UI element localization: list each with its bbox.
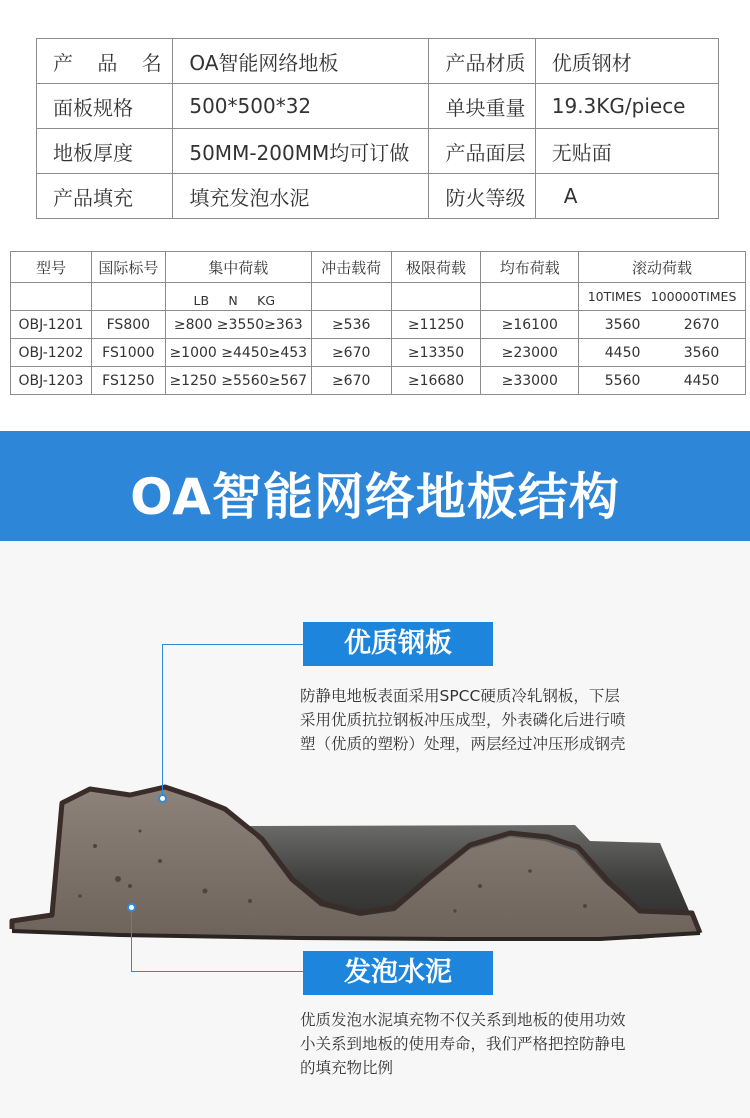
ultimate-cell: ≥11250 (391, 311, 481, 339)
steel-connector-horizontal (162, 644, 304, 645)
empty-cell (11, 283, 92, 311)
ultimate-cell: ≥13350 (391, 339, 481, 367)
ultimate-cell: ≥16680 (391, 367, 481, 395)
standard-cell: FS800 (91, 311, 165, 339)
steel-marker-dot (158, 794, 167, 803)
spec-value: 填充发泡水泥 (173, 174, 429, 219)
column-header: 极限荷载 (391, 252, 481, 283)
column-header: 型号 (11, 252, 92, 283)
table-row (11, 339, 746, 367)
unit-cell (579, 283, 746, 311)
spec-key: 面板规格 (37, 84, 173, 129)
cement-connector-vertical (131, 908, 132, 972)
model-cell: OBJ-1202 (11, 339, 92, 367)
description-line: 优质发泡水泥填充物不仅关系到地板的使用功效 (300, 1011, 626, 1029)
spec-row (37, 174, 719, 219)
unit-label: 100000TIMES (650, 289, 737, 304)
spec-key: 产品材质 (429, 39, 535, 84)
column-header: 冲击载荷 (311, 252, 391, 283)
concentrated-cell: ≥1250 ≥5560≥567 (165, 367, 311, 395)
description-line: 小关系到地板的使用寿命，我们严格把控防静电 (300, 1035, 626, 1053)
description-line: 塑（优质的塑粉）处理，两层经过冲压形成钢壳 (300, 735, 626, 753)
standard-cell: FS1000 (91, 339, 165, 367)
column-header: 集中荷载 (165, 252, 311, 283)
description-line: 防静电地板表面采用SPCC硬质冷轧钢板，下层 (300, 687, 620, 705)
structure-section (0, 541, 750, 1118)
rolling-value: 3560 (683, 344, 720, 361)
cement-connector-horizontal (131, 971, 304, 972)
impact-cell: ≥670 (311, 367, 391, 395)
spec-value: 19.3KG/piece (535, 84, 718, 129)
rolling-cell (579, 311, 746, 339)
rolling-value: 4450 (604, 344, 641, 361)
table-row (11, 311, 746, 339)
spec-value: 优质钢材 (535, 39, 718, 84)
cement-description (300, 1008, 700, 1080)
table-row (11, 367, 746, 395)
unit-label: KG (257, 293, 276, 308)
steel-description (300, 684, 700, 756)
impact-cell: ≥536 (311, 311, 391, 339)
spec-table (36, 38, 719, 219)
uniform-cell: ≥33000 (481, 367, 579, 395)
spec-value: OA智能网络地板 (173, 39, 429, 84)
description-line: 的填充物比例 (300, 1059, 394, 1077)
spec-value: A (535, 174, 718, 219)
banner-title: OA智能网络地板结构 (130, 468, 620, 526)
load-table (10, 251, 746, 395)
model-cell: OBJ-1203 (11, 367, 92, 395)
impact-cell: ≥670 (311, 339, 391, 367)
empty-cell (91, 283, 165, 311)
spec-row (37, 129, 719, 174)
unit-label: LB (193, 293, 210, 308)
column-header: 滚动荷载 (579, 252, 746, 283)
spec-value: 500*500*32 (173, 84, 429, 129)
rolling-cell (579, 367, 746, 395)
column-header: 均布荷载 (481, 252, 579, 283)
spec-key: 产品填充 (37, 174, 173, 219)
empty-cell (391, 283, 481, 311)
uniform-cell: ≥23000 (481, 339, 579, 367)
spec-row (37, 84, 719, 129)
rolling-value: 2670 (683, 316, 720, 333)
model-cell: OBJ-1201 (11, 311, 92, 339)
spec-row (37, 39, 719, 84)
spec-key: 产品面层 (429, 129, 535, 174)
cement-label: 发泡水泥 (303, 951, 493, 995)
cement-marker-dot (127, 903, 136, 912)
spec-key: 产 品 名 (37, 39, 173, 84)
spec-key: 地板厚度 (37, 129, 173, 174)
concentrated-cell: ≥1000 ≥4450≥453 (165, 339, 311, 367)
empty-cell (311, 283, 391, 311)
concentrated-cell: ≥800 ≥3550≥363 (165, 311, 311, 339)
unit-cell (165, 283, 311, 311)
rolling-value: 4450 (683, 372, 720, 389)
description-line: 采用优质抗拉钢板冲压成型，外表磷化后进行喷 (300, 711, 626, 729)
spec-value: 无贴面 (535, 129, 718, 174)
empty-cell (481, 283, 579, 311)
rolling-value: 3560 (604, 316, 641, 333)
unit-label: 10TIMES (587, 289, 642, 304)
column-header: 国际标号 (91, 252, 165, 283)
rolling-value: 5560 (604, 372, 641, 389)
steel-label: 优质钢板 (303, 622, 493, 666)
spec-value: 50MM-200MM均可订做 (173, 129, 429, 174)
section-banner (0, 431, 750, 541)
uniform-cell: ≥16100 (481, 311, 579, 339)
rolling-cell (579, 339, 746, 367)
load-header-row (11, 252, 746, 283)
load-unit-row (11, 283, 746, 311)
unit-label: N (228, 293, 238, 308)
standard-cell: FS1250 (91, 367, 165, 395)
steel-connector-vertical (162, 644, 163, 799)
spec-key: 防火等级 (429, 174, 535, 219)
spec-key: 单块重量 (429, 84, 535, 129)
